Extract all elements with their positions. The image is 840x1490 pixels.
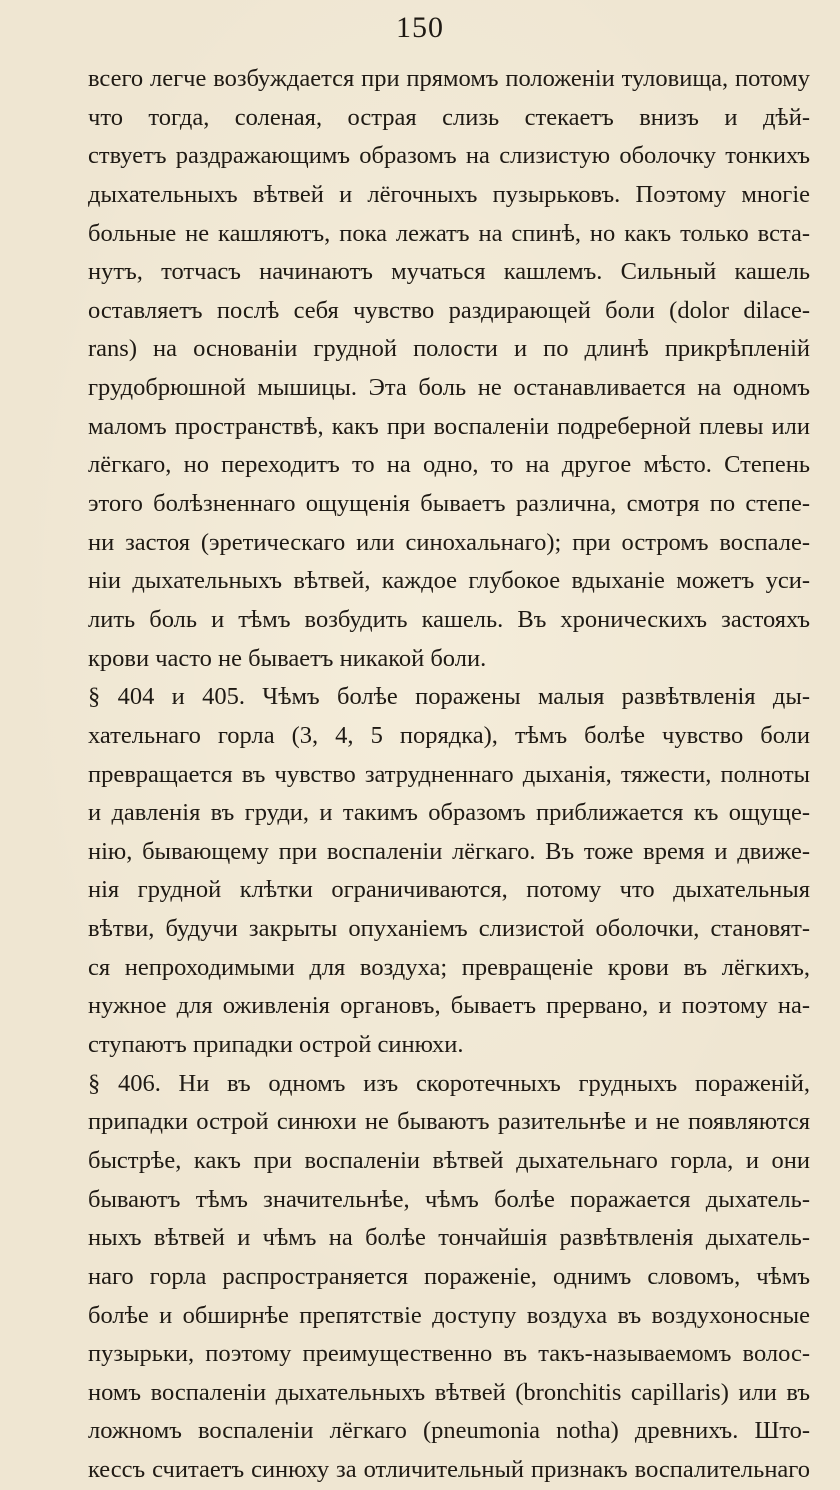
text-line: этого болѣзненнаго ощущенiя бываетъ различна, смотря по степе- — [88, 490, 810, 518]
text-line: бываютъ тѣмъ значительнѣе, чѣмъ болѣе поражается дыхатель- — [88, 1185, 810, 1213]
text-line: ся непроходимыми для воздуха; превращенiе крови въ лёгкихъ, — [88, 953, 810, 981]
text-line: всего легче возбуждается при прямомъ положенiи туловища, потому — [88, 65, 810, 92]
text-line: номъ воспаленiи дыхательныхъ вѣтвей (bronchitis capillaris) или въ — [88, 1378, 810, 1406]
text-line: припадки острой синюхи не бываютъ разительнѣе и не появляются — [88, 1108, 810, 1136]
text-line: ложномъ воспаленiи лёгкаго (pneumonia notha) древнихъ. Што- — [88, 1417, 810, 1445]
text-line: нужное для оживленiя органовъ, бываетъ прервано, и поэтому на- — [88, 992, 810, 1020]
text-line: кессъ считаетъ синюху за отличительный признакъ воспалительнаго — [88, 1456, 810, 1484]
text-line: нутъ, тотчасъ начинаютъ мучаться кашлемъ. Сильный кашель — [88, 258, 810, 286]
text-line: больные не кашляютъ, пока лежатъ на спинѣ, но какъ только вста- — [88, 219, 810, 247]
text-line: оставляетъ послѣ себя чувство раздирающей боли (dolor dilace- — [88, 296, 810, 324]
text-line: ни застоя (эретическаго или синохальнаго); при остромъ воспале- — [88, 528, 810, 556]
text-line: болѣе и обширнѣе препятствiе доступу воздуха въ воздухоносные — [88, 1301, 810, 1329]
text-line: нiю, бывающему при воспаленiи лёгкаго. Въ тоже время и движе- — [88, 837, 810, 865]
text-line: нiя грудной клѣтки ограничиваются, потому что дыхательныя — [88, 876, 810, 904]
page-number: 150 — [396, 11, 444, 44]
text-line: пузырьки, поэтому преимущественно въ такъ-называемомъ волос- — [88, 1340, 810, 1368]
text-line: дыхательныхъ вѣтвей и лёгочныхъ пузырьковъ. Поэтому многiе — [88, 180, 810, 208]
text-line: вѣтви, будучи закрыты опуханiемъ слизистой оболочки, становят- — [88, 915, 810, 943]
text-line: быстрѣе, какъ при воспаленiи вѣтвей дыхательнаго горла, и они — [88, 1146, 810, 1174]
section-first-line: § 406. Ни въ одномъ изъ скоротечныхъ грудныхъ пораженiй, — [88, 1069, 810, 1097]
text-line: превращается въ чувство затрудненнаго дыханiя, тяжести, полноты — [88, 760, 810, 788]
text-line: грудобрюшной мышицы. Эта боль не останавливается на одномъ — [88, 374, 810, 402]
text-line: и давленiя въ груди, и такимъ образомъ приближается къ ощуще- — [88, 799, 810, 827]
body-text — [88, 60, 810, 1490]
text-line: наго горла распространяется пораженiе, однимъ словомъ, чѣмъ — [88, 1262, 810, 1290]
text-line: крови часто не бываетъ никакой боли. — [88, 644, 487, 672]
text-line: ствуетъ раздражающимъ образомъ на слизистую оболочку тонкихъ — [88, 142, 810, 170]
text-line: хательнаго горла (3, 4, 5 порядка), тѣмъ болѣе чувство боли — [88, 721, 810, 749]
section-first-line: § 404 и 405. Чѣмъ болѣе поражены малыя развѣтвленiя ды- — [88, 683, 810, 711]
text-line: ступаютъ припадки острой синюхи. — [88, 1031, 464, 1059]
text-line: маломъ пространствѣ, какъ при воспаленiи подреберной плевы или — [88, 412, 810, 440]
text-line: rans) на основанiи грудной полости и по длинѣ прикрѣпленiй — [88, 335, 810, 363]
text-line: лить боль и тѣмъ возбудить кашель. Въ хроническихъ застояхъ — [88, 605, 810, 633]
text-line: лёгкаго, но переходитъ то на одно, то на другое мѣсто. Степень — [88, 451, 810, 479]
text-line: нiи дыхательныхъ вѣтвей, каждое глубокое вдыханiе можетъ уси- — [88, 567, 810, 595]
text-line: ныхъ вѣтвей и чѣмъ на болѣе тончайшiя развѣтвленiя дыхатель- — [88, 1224, 810, 1252]
text-line: что тогда, соленая, острая слизь стекаетъ внизъ и дѣй- — [88, 103, 810, 131]
